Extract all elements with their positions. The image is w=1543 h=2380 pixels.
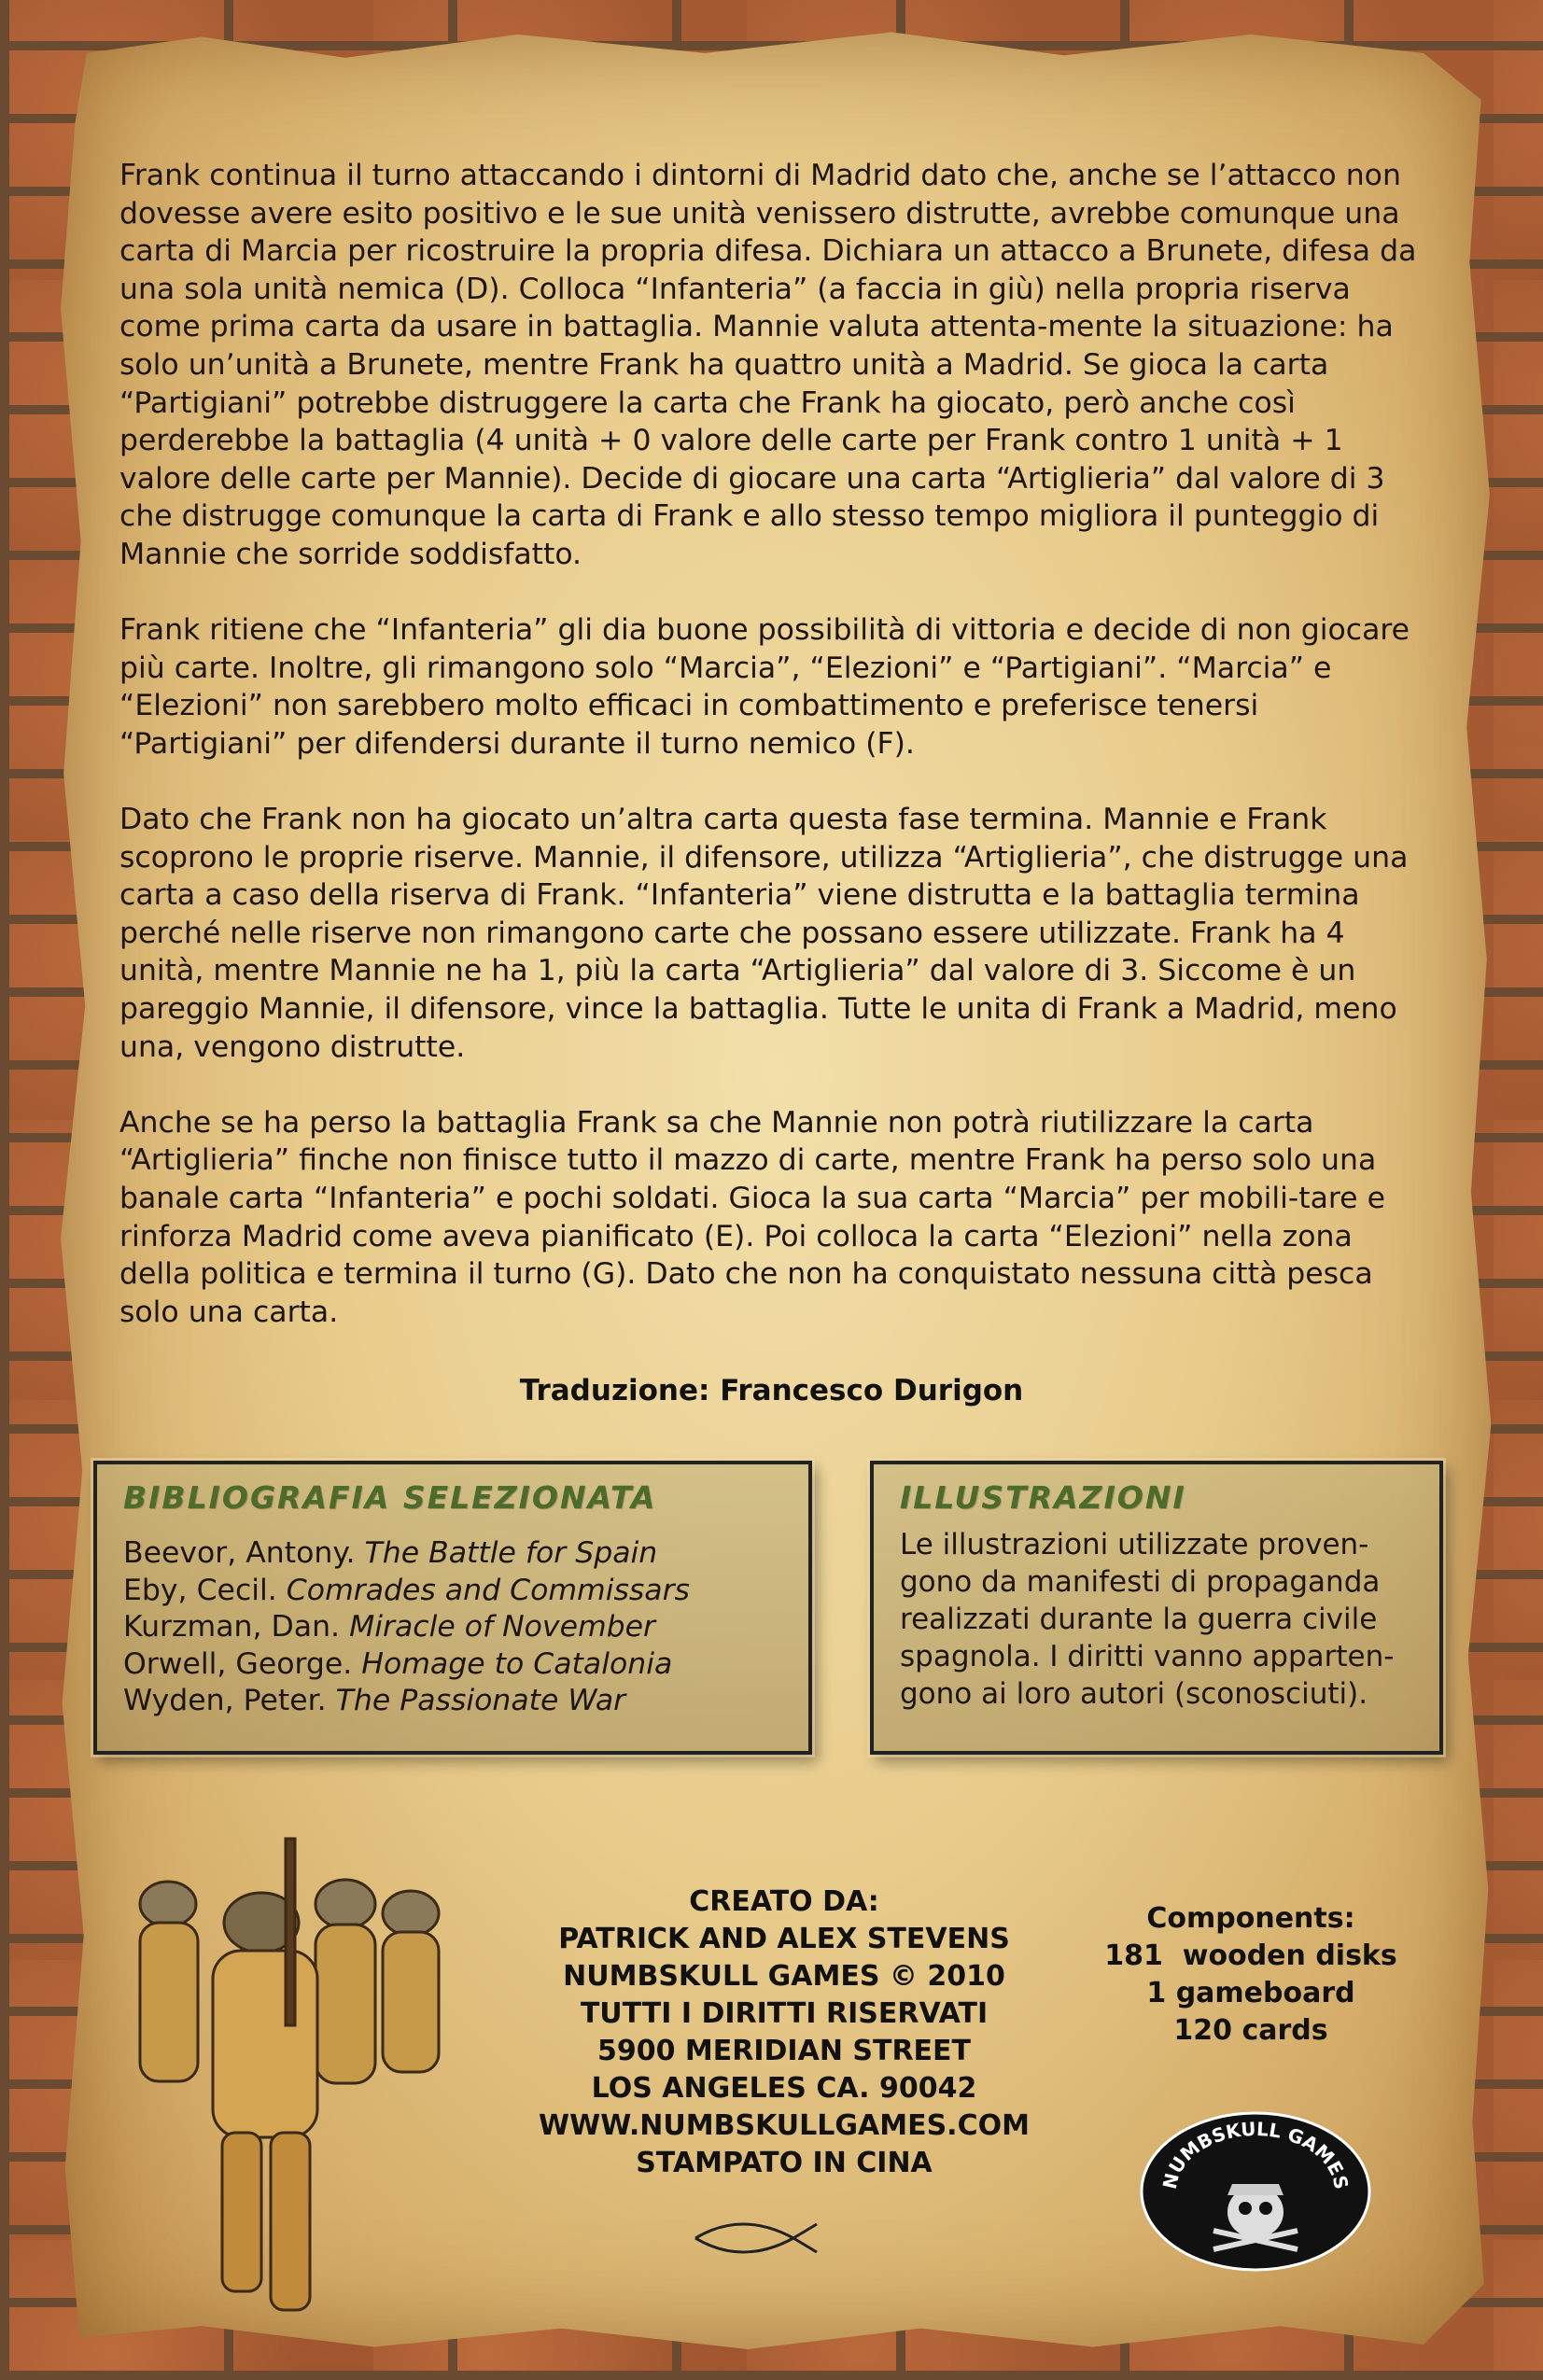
list-item: Wyden, Peter. The Passionate War [123, 1684, 626, 1717]
bibliography-title: BIBLIOGRAFIA SELEZIONATA [123, 1479, 657, 1516]
list-item: Orwell, George. Homage to Catalonia [123, 1646, 673, 1681]
credit-line: 5900 MERIDIAN STREET [596, 2035, 971, 2067]
component-item: 120 cards [1173, 2014, 1328, 2047]
credit-line: CREATO DA: [689, 1885, 879, 1918]
illustrations-text: Le illustrazioni utilizzate proven-gono da manifesti di propaganda realizzati durante la guerra civile spagnola. I diritti vanno apparten-gono ai loro autori (sconosciuti). [900, 1528, 1395, 1711]
credit-line: PATRICK AND ALEX STEVENS [558, 1923, 1010, 1955]
illustrations-box [870, 1461, 1443, 1755]
illustrations-title: ILLUSTRAZIONI [900, 1479, 1186, 1516]
paragraph-1: Frank continua il turno attaccando i dintorni di Madrid dato che, anche se l’attacco non dovesse avere esito positivo e le sue unità venissero distrutte, avrebbe comunque una carta di Marcia per ricostruire la propria difesa. Dichiara un attacco a Brunete, difesa da una sola unità nemica (D). Colloca “Infanteria” (a faccia in giù) nella propria riserva come prima carta da usare in battaglia. Mannie valuta attenta-mente la situazione: ha solo un’unità a Brunete, mentre Frank ha quattro unità a Madrid. Se gioca la carta “Partigiani” potrebbe distruggere la carta che Frank ha giocato, però anche così perderebbe la battaglia (4 unità + 0 valore delle carte per Frank contro 1 unità + 1 valore delle carte per Mannie). Decide di giocare una carta “Artiglieria” dal valore di 3 che distrugge comunque la carta di Frank e allo stesso tempo migliora il punteggio di Mannie che sorride soddisfatto. [119, 159, 1417, 571]
numbskull-games-logo [1139, 2109, 1372, 2273]
bibliography-list [123, 1535, 690, 1720]
paragraph-4: Anche se ha perso la battaglia Frank sa che Mannie non potrà riutilizzare la carta “Artiglieria” finche non finisce tutto il mazzo di carte, mentre Frank ha perso solo una banale carta “Infanteria” e pochi soldati. Gioca la sua carta “Marcia” per mobili-tare e rinforza Madrid come aveva pianificato (E). Poi colloca la carta “Elezioni” nella zona della politica e termina il turno (G). Dato che non ha conquistato nessuna città pesca solo una carta. [119, 1105, 1385, 1329]
credit-line: LOS ANGELES CA. 90042 [591, 2072, 977, 2105]
components-list [1083, 1900, 1419, 2050]
components-title: Components: [1146, 1902, 1355, 1935]
component-item: 181 wooden disks [1104, 1939, 1397, 1972]
credit-line: NUMBSKULL GAMES © 2010 [563, 1960, 1005, 1993]
paragraph-3: Dato che Frank non ha giocato un’altra carta questa fase termina. Mannie e Frank scoprono le proprie riserve. Mannie, il difensore, utilizza “Artiglieria”, che distrugge una carta a caso della riserva di Frank. “Infanteria” viene distrutta e la battaglia termina perché nelle riserve non rimangono carte che possano essere utilizzate. Frank ha 4 unità, mentre Mannie ne ha 1, più la carta “Artiglieria” dal valore di 3. Siccome è un pareggio Mannie, il difensore, vince la battaglia. Tutte le unita di Frank a Madrid, meno una, vengono distrutte. [119, 803, 1409, 1064]
bibliography-box [93, 1461, 812, 1755]
credit-line: WWW.NUMBSKULLGAMES.COM [539, 2109, 1030, 2142]
list-item: Eby, Cecil. Comrades and Commissars [123, 1573, 690, 1607]
list-item: Kurzman, Dan. Miracle of November [123, 1610, 655, 1644]
credit-line: STAMPATO IN CINA [636, 2147, 933, 2179]
translation-credit: Traduzione: Francesco Durigon [519, 1374, 1024, 1407]
soldiers-illustration [103, 1801, 495, 2324]
credit-line: TUTTI I DIRITTI RISERVATI [580, 1997, 989, 2030]
fish-symbol-icon [691, 2219, 821, 2257]
list-item: Beevor, Antony. The Battle for Spain [123, 1536, 658, 1570]
publisher-credits [485, 1883, 1083, 2182]
logo-text: NUMBSKULL GAMES [1157, 2117, 1354, 2191]
main-text [119, 157, 1426, 1369]
paragraph-2: Frank ritiene che “Infanteria” gli dia buone possibilità di vittoria e decide di non giocare più carte. Inoltre, gli rimangono solo “Marcia”, “Elezioni” e “Partigiani”. “Marcia” e “Elezioni” non sarebbero molto efficaci in combattimento e preferisce tenersi “Partigiani” per difendersi durante il turno nemico (F). [119, 613, 1410, 761]
component-item: 1 gameboard [1146, 1977, 1355, 2009]
